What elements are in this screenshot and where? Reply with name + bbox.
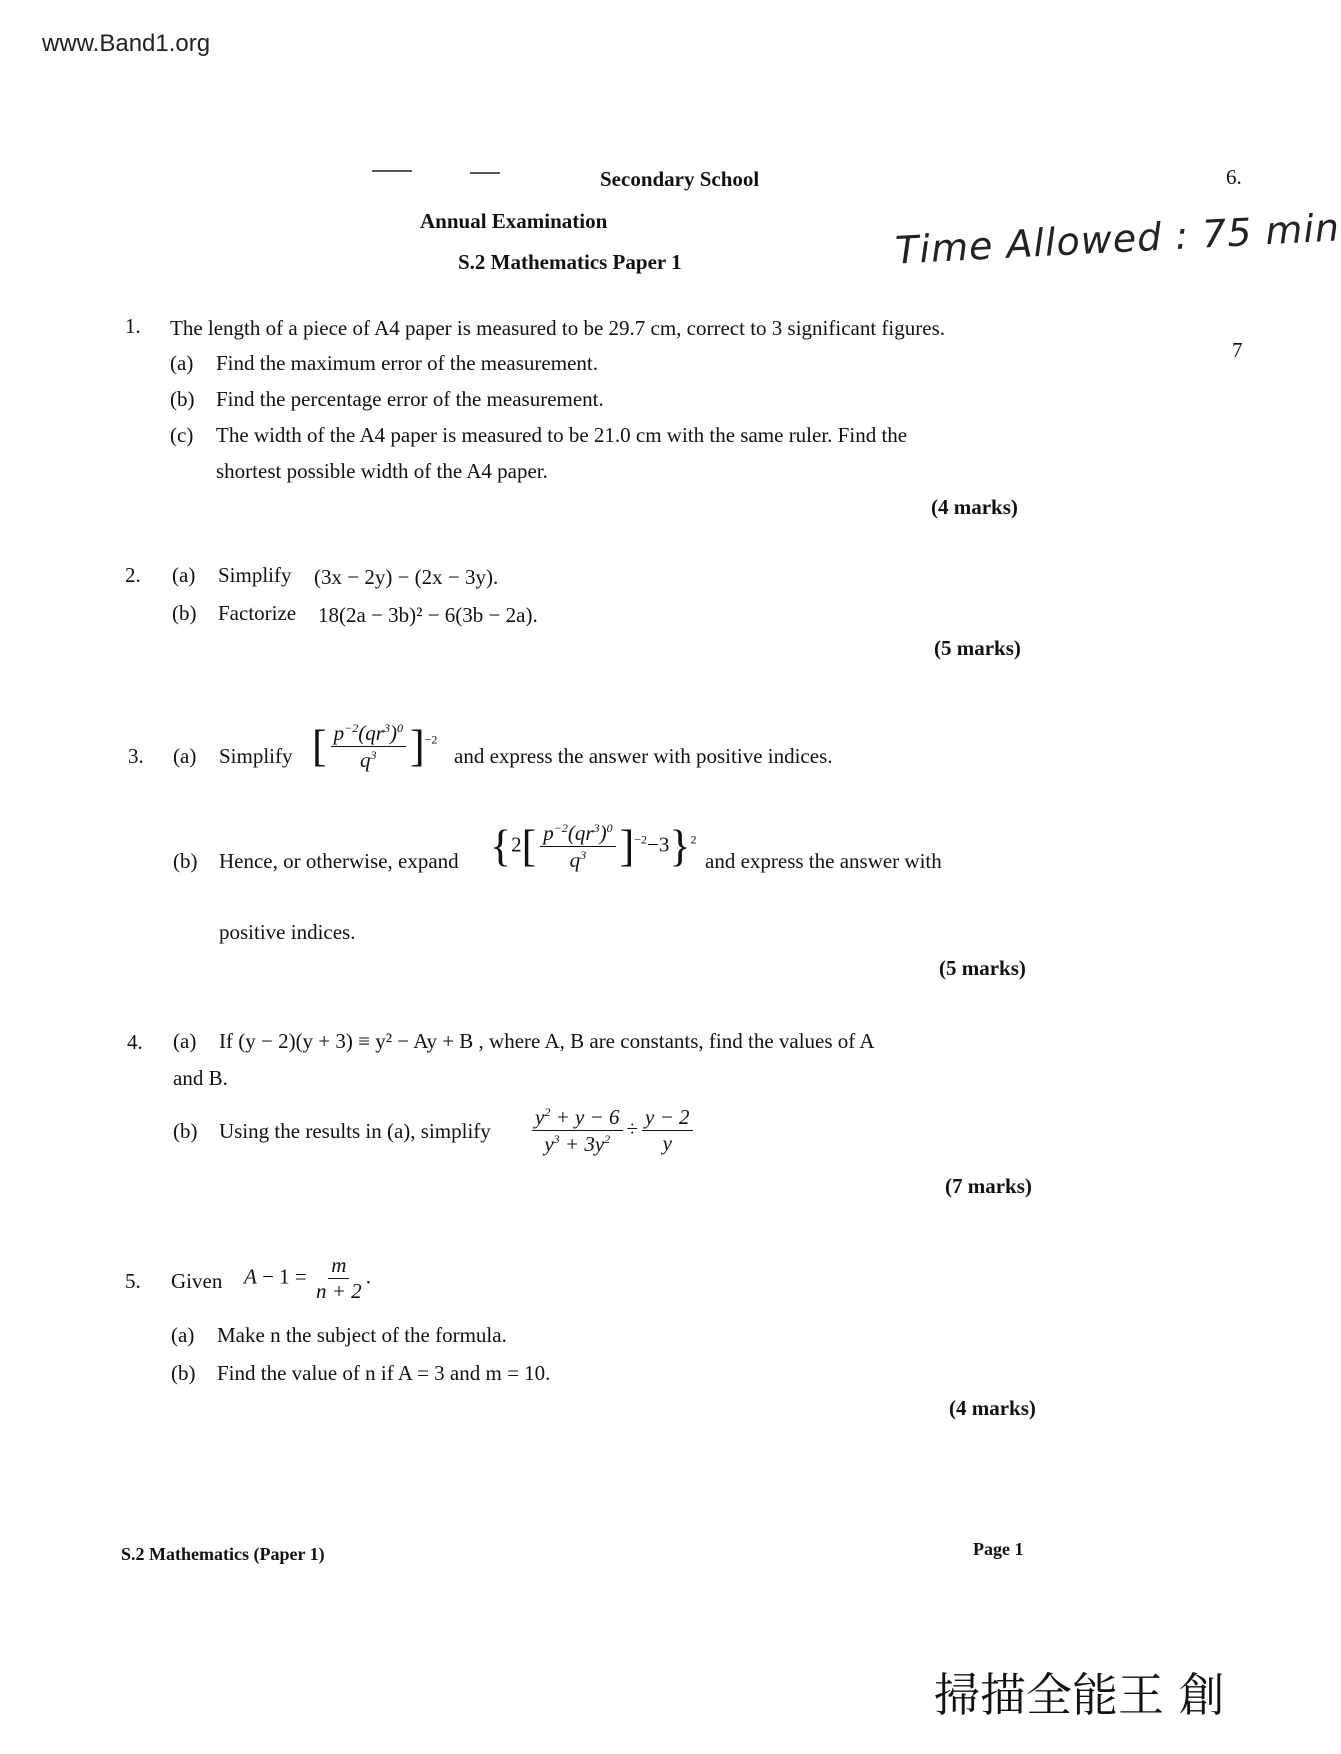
part-text: and express the answer with positive indices.	[454, 744, 833, 768]
math-expression: A − 1 = $\frac{m}{n + 2}$ .	[244, 1253, 371, 1303]
part-text: Simplify	[218, 563, 292, 587]
part-text: The width of the A4 paper is measured to be 21.0 cm with the same ruler. Find the	[216, 423, 908, 447]
redaction-mark	[470, 172, 500, 174]
question-number: 3.	[128, 744, 144, 768]
redaction-mark	[372, 170, 412, 172]
question-number: 5.	[125, 1269, 141, 1293]
site-url[interactable]: www.Band1.org	[42, 30, 211, 57]
part-label: (a)	[171, 1323, 195, 1347]
part-text: shortest possible width of the A4 paper.	[216, 459, 548, 483]
marks: (4 marks)	[949, 1396, 1036, 1420]
part-label: (b)	[173, 849, 198, 873]
part-label: (b)	[171, 1361, 196, 1385]
math-expression: [ $\frac{p^{-2}(qr^3)^0}{q^3}$ ]$^{-2}$	[312, 721, 438, 772]
part-label: (a)	[173, 1029, 197, 1053]
expression: (3x − 2y) − (2x − 3y).	[314, 565, 499, 589]
part-text: Simplify	[219, 744, 293, 768]
part-text: Factorize	[218, 601, 297, 625]
marks: (5 marks)	[934, 636, 1021, 660]
footer-title: S.2 Mathematics (Paper 1)	[121, 1544, 325, 1564]
part-label: (a)	[172, 563, 196, 587]
part-text: Find the percentage error of the measurement.	[216, 387, 604, 411]
part-text: Using the results in (a), simplify	[219, 1119, 491, 1143]
scanner-watermark: 掃描全能王 創	[934, 1668, 1225, 1722]
part-label: (b)	[170, 387, 195, 411]
marks: (7 marks)	[945, 1174, 1032, 1198]
school-name: Secondary School	[600, 167, 760, 191]
part-text: and express the answer with	[705, 849, 942, 873]
question-stem: The length of a piece of A4 paper is measured to be 29.7 cm, correct to 3 significant figures.	[170, 316, 945, 340]
time-allowed-handwritten: Time Allowed : 75 min	[894, 205, 1341, 273]
part-text: Hence, or otherwise, expand	[219, 849, 459, 873]
part-text: and B.	[173, 1066, 228, 1090]
part-label: (b)	[173, 1119, 198, 1143]
part-text: positive indices.	[219, 920, 356, 944]
marks: (4 marks)	[931, 495, 1018, 519]
question-stem: Given	[171, 1269, 223, 1293]
part-text: Make n the subject of the formula.	[217, 1323, 507, 1347]
part-text: Find the maximum error of the measurement.	[216, 351, 598, 375]
page-number: Page 1	[973, 1539, 1024, 1559]
math-expression: $\frac{y^2 + y - 6}{y^3 + 3y^2}$ ÷ $\frac{y - 2}{y}$	[528, 1106, 697, 1155]
paper-title: S.2 Mathematics Paper 1	[458, 250, 682, 274]
part-label: (a)	[170, 351, 194, 375]
marks: (5 marks)	[939, 956, 1026, 980]
part-text: Find the value of n if A = 3 and m = 10.	[217, 1361, 551, 1385]
part-label: (b)	[172, 601, 197, 625]
question-number: 1.	[125, 314, 141, 338]
part-label: (c)	[170, 423, 194, 447]
part-text: If (y − 2)(y + 3) ≡ y² − Ay + B , where A, B are constants, find the values of A	[219, 1029, 875, 1053]
question-number: 2.	[125, 563, 141, 587]
question-number: 4.	[127, 1030, 143, 1054]
margin-number: 7	[1232, 338, 1243, 362]
exam-title: Annual Examination	[420, 209, 608, 233]
math-expression: {2[ $\frac{p^{-2}(qr^3)^0}{q^3}$ ]$^{-2}$−3}$^2$	[490, 821, 697, 872]
part-label: (a)	[173, 744, 197, 768]
margin-number: 6.	[1226, 165, 1242, 189]
expression: 18(2a − 3b)² − 6(3b − 2a).	[318, 603, 538, 627]
